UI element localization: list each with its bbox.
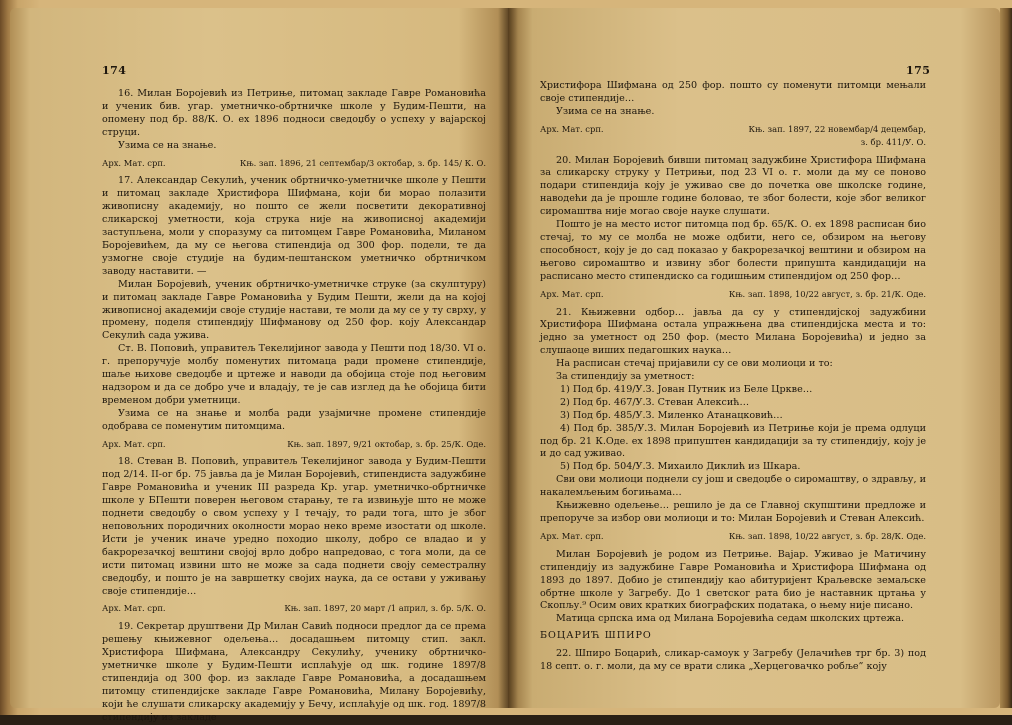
paragraph: За стипендију за уметност: (556, 371, 695, 383)
paragraph: Узима се на знање и молба ради узајмичне промене стипендије одобрава се поменутим питомцима. (102, 407, 486, 432)
paragraph: 20. Милан Бороjевић бивши питомац задужбине Христифора Шифмана за сликарску струку у Петрињи, под 23 VI о. г. моли да му се поново подари стипендија коју је уживао све до почетка ове школске године, наводећи да је прошле године боловао, те због болести, које због великог сиромаштва није могао своје науке слушати. (540, 154, 926, 218)
archive-reference-cont: з. бр. 411/У. О. (860, 136, 926, 147)
archive-reference: Арх. Мат. срп. Књ. зап. 1898, 10/22 август, з. бр. 21/К. Оде. (540, 288, 926, 299)
left-page (10, 8, 508, 723)
archive-reference: Арх. Мат. срп. Књ. зап. 1897, 22 новембар/4 децембар, (540, 123, 926, 134)
right-page-number: 175 (906, 64, 931, 77)
paragraph: Матица српска има од Милана Бороjевића седам школских цртежа. (556, 613, 905, 625)
paragraph: Милан Бороjевић је родом из Петриње. Вајар. Уживао је Матичину стипендију из задужбине Гавре Романовића и Христифора Шифмана од 1893 до 1897. Добио је стипендију као абитуријент Краљевске земаљске обртне школе у Загребу. До 1 светског рата био је наставник цртања у Скопљу.⁹ Осим ових кратких биографских података, о њему није писано. (540, 548, 926, 612)
page-edges (1000, 8, 1012, 708)
paragraph: 22. Шпиро Боцарић, сликар-самоук у Загребу (Јелачићев трг бр. 3) под 18 септ. о. г. моли, да му се врати слика „Херцеговачко робље” коју (540, 648, 926, 673)
archive-reference: Арх. Мат. срп. Књ. зап. 1897, 9/21 октобар, з. бр. 25/К. Оде. (102, 438, 486, 449)
left-page-text (102, 88, 486, 725)
paragraph: Сви ови молиоци поднели су још и сведоџбе о сиромаштву, о здрављу, и накалемљењим богињама… (540, 474, 926, 499)
list-item: 1) Под бр. 419/У.З. Јован Путник из Беле Цркве… (560, 383, 813, 395)
paragraph: Ст. В. Поповић, управитељ Текелијиног завода у Пешти под 18/30. VI о. г. препоручује молбу поменутих питомаца ради промене стипендије, шаље њихове сведоџбе и цртеже и наводи да обојица стоје под његовим надзором и да се добро уче и владају, те је сав изглед да ће обојица бити временом добри уметници. (102, 343, 486, 406)
archive-reference: Арх. Мат. срп. Књ. зап. 1897, 20 март /1 април, з. бр. 5/К. О. (102, 603, 486, 614)
left-page-number: 174 (102, 64, 127, 77)
paragraph: 16. Милан Бороjевић из Петриње, питомац закладе Гавре Романовића и ученик бив. угар. уметничко-обртничке школе у Будим-Пешти, на опомену под бр. 88/К. О. ех 1896 подноси сведоџбу о успеху у вајарској струци. (102, 88, 486, 138)
list-item: 4) Под бр. 385/У.З. Милан Бороjевић из Петриње који је према одлуци под бр. 21 К.Оде. ех 1898 припуштен кандидацији за ту стипендију, коју је и до сад уживао. (540, 422, 926, 460)
section-heading: БОЦАРИЋ ШПИРО (540, 630, 652, 642)
paragraph: 18. Стеван В. Поповић, управитељ Текелијиног завода у Будим-Пешти под 2/14. II-ог бр. 75 јавља да је Милан Бороjевић, стипендиста задужбине Гавре Романовића и ученик III разреда Кр. угар. уметничко-обртничке школе у БПешти поверен његовом старању, те га извињује што не може поднети сведоџбу о свом успеху у I течају, то ради тога, што је због неповољних породичних околности морао неко време изостати од школе. Исти је ученик иначе уредно походио школу, добро се владао и у бакрорезачкој вештини својој врло добро напредовао, с тога моли, да се исти питомац извини што не може за сада поднети своју семестралну сведоџбу, и пошто је на завршетку својих наука, да се остави у уживању своје стипендије… (102, 456, 486, 597)
paragraph: 21. Књижевни одбор… јавља да су у стипендијској задужбини Христифора Шифмана остала упражњена два стипендијска места и то: једно за уметност од 250 фор. (место Милана Бороjевића) и једно за слушаоце виших педагошких наука… (540, 306, 926, 357)
paragraph: 17. Александар Секулић, ученик обртничко-уметничке школе у Пешти и питомац закладе Христифора Шифмана, који би морао полазити живописну академију, но пошто се жели посветити декоративној сликарској уметности, која струка није на живописној академији заступљена, моли у споразуму са питомцем Гавре Романовића, Миланом Бороjевићем, да му се његова стипендија од 300 фор. подели, те да узмогне своје студије на будим-пештанском уметничко обртничком заводу наставити. — (102, 175, 486, 277)
paragraph: На расписан стечај пријавили су се ови молиоци и то: (556, 358, 833, 370)
list-item: 3) Под бр. 485/У.З. Миленко Атанацковић… (560, 409, 783, 421)
paragraph: Пошто је на место истог питомца под бр. 65/К. О. ех 1898 расписан био стечај, то му се молба не може одбити, него се, обзиром на његову способност, коју је до сад показао у бакрорезачкој вештини и обзиром на његово сиромаштво и извину због болести припушта кандидацији на расписано место стипендиско са годишњим стипендијом од 250 фор… (540, 219, 926, 282)
list-item: 2) Под бр. 467/У.З. Стеван Алексић… (560, 396, 750, 408)
archive-reference: Арх. Мат. срп. Књ. зап. 1896, 21 септембар/3 октобар, з. бр. 145/ К. О. (102, 157, 486, 168)
right-page-text (540, 80, 926, 674)
list-item: 5) Под бр. 504/У.З. Михаило Диклић из Шкара. (560, 461, 801, 473)
archive-reference: Арх. Мат. срп. Књ. зап. 1898, 10/22 август, з. бр. 28/К. Оде. (540, 530, 926, 541)
right-page (508, 8, 1000, 708)
paragraph: Узима се на знање. (118, 139, 217, 151)
paragraph: Узима се на знање. (556, 105, 655, 117)
applicant-list (540, 384, 926, 474)
paragraph: Књижевно одељење… решило је да се Главној скупштини предложе и препоручe за избор ови молиоци и то: Милан Бороjевић и Стеван Алексић. (540, 500, 926, 524)
paragraph: 19. Секретар друштвени Др Милан Савић подноси предлог да се према решењу књижевног одељења… досадашњем питомцу стип. закл. Христифора Шифмана, Александру Секулићу, ученику обртничко-уметничке школе у Будим-Пешти исплаћује од шк. године 1897/8 стипендија од 300 фор. из закладе Гавре Романовића, а досадашњем питомцу стипендијске закладе Гавре Романовића, Милану Бороjевићу, који ће слушати сликарску академију у Бечу, исплаћује од шк. год. 1897/8 стипендију из закладе (102, 621, 486, 723)
paragraph: Христифора Шифмана од 250 фор. пошто су поменути питомци мењали своје стипендије… (540, 80, 926, 104)
paragraph: Милан Бороjевић, ученик обртничко-уметничке струке (за скулптуру) и питомац закладе Гавре Романовића у Будим Пешти, жели да на којој живописној академији своје студије настави, те моли да му се у ту сврху, у промену, поделя стипендију Шифманову од 250 фор. коју Александар Секулић сада ужива. (102, 278, 486, 342)
